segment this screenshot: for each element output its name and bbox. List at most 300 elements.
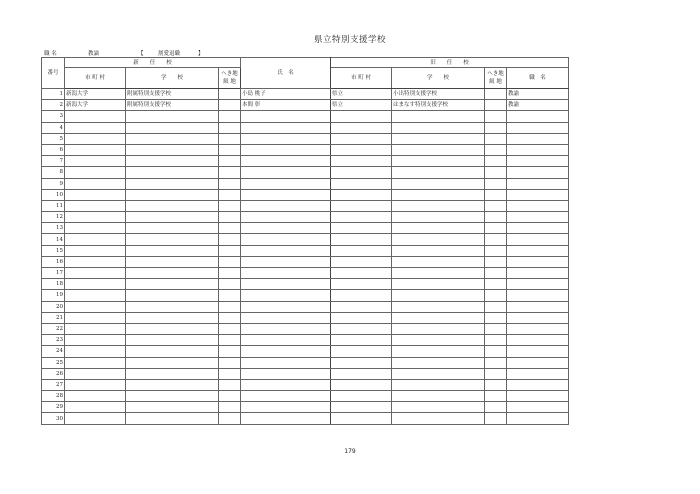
new-city-cell: 新潟大学 xyxy=(65,89,126,100)
new-remote-cell xyxy=(219,223,241,234)
old-school-cell xyxy=(392,122,485,133)
new-city-cell xyxy=(65,111,126,122)
old-city-cell xyxy=(331,167,392,178)
name-cell xyxy=(241,335,331,346)
row-number: 27 xyxy=(42,379,65,390)
page-number: 179 xyxy=(344,448,356,455)
old-school-cell xyxy=(392,144,485,155)
name-cell xyxy=(241,379,331,390)
new-remote-cell xyxy=(219,111,241,122)
table-row xyxy=(42,413,569,424)
new-remote-cell xyxy=(219,413,241,424)
new-city-cell xyxy=(65,402,126,413)
row-number: 24 xyxy=(42,346,65,357)
new-remote-cell xyxy=(219,256,241,267)
table-row xyxy=(42,245,569,256)
name-cell xyxy=(241,200,331,211)
old-city-cell: 県立 xyxy=(331,89,392,100)
name-cell xyxy=(241,178,331,189)
row-number: 18 xyxy=(42,279,65,290)
name-cell xyxy=(241,290,331,301)
new-school-cell xyxy=(126,156,219,167)
row-number: 10 xyxy=(42,189,65,200)
name-cell xyxy=(241,167,331,178)
name-cell xyxy=(241,357,331,368)
old-city-cell xyxy=(331,156,392,167)
old-school-cell xyxy=(392,200,485,211)
position-cell xyxy=(507,402,569,413)
old-remote-cell xyxy=(485,178,507,189)
new-school-cell xyxy=(126,245,219,256)
bracket-open: 【 xyxy=(138,51,144,57)
position-cell xyxy=(507,200,569,211)
position-cell xyxy=(507,323,569,334)
table-row xyxy=(42,379,569,390)
new-school-cell xyxy=(126,111,219,122)
new-remote-cell xyxy=(219,133,241,144)
row-number: 4 xyxy=(42,122,65,133)
table-row xyxy=(42,335,569,346)
new-remote-cell xyxy=(219,379,241,390)
row-number: 28 xyxy=(42,391,65,402)
new-school-cell xyxy=(126,368,219,379)
old-school-cell xyxy=(392,413,485,424)
new-city-cell xyxy=(65,379,126,390)
old-school-cell xyxy=(392,212,485,223)
new-school-cell xyxy=(126,357,219,368)
old-school-cell xyxy=(392,323,485,334)
old-remote-cell xyxy=(485,144,507,155)
position-cell xyxy=(507,279,569,290)
table-row xyxy=(42,189,569,200)
new-remote-cell xyxy=(219,301,241,312)
new-school-cell xyxy=(126,122,219,133)
old-remote-cell xyxy=(485,391,507,402)
table-row xyxy=(42,178,569,189)
old-city-cell xyxy=(331,279,392,290)
table-row xyxy=(42,301,569,312)
table-row xyxy=(42,402,569,413)
remote-label-line1: へき地 xyxy=(487,71,504,77)
name-cell xyxy=(241,223,331,234)
old-city-cell xyxy=(331,133,392,144)
old-city-cell xyxy=(331,368,392,379)
table-row xyxy=(42,279,569,290)
table-row xyxy=(42,346,569,357)
new-school-cell xyxy=(126,301,219,312)
position-cell xyxy=(507,290,569,301)
old-school-cell xyxy=(392,234,485,245)
row-number: 23 xyxy=(42,335,65,346)
old-school-cell xyxy=(392,167,485,178)
old-city-cell xyxy=(331,212,392,223)
name-cell xyxy=(241,189,331,200)
bracket-close: 】 xyxy=(198,51,204,57)
name-cell xyxy=(241,301,331,312)
row-number: 30 xyxy=(42,413,65,424)
old-school-cell xyxy=(392,223,485,234)
page-title: 県立特別支援学校 xyxy=(313,35,386,45)
row-number: 13 xyxy=(42,223,65,234)
position-cell xyxy=(507,312,569,323)
position-cell xyxy=(507,357,569,368)
position-cell: 教諭 xyxy=(507,89,569,100)
header-new-city: 市 町 村 xyxy=(65,68,126,89)
old-remote-cell xyxy=(485,413,507,424)
new-city-cell xyxy=(65,189,126,200)
table-row xyxy=(42,391,569,402)
row-number: 29 xyxy=(42,402,65,413)
old-remote-cell xyxy=(485,323,507,334)
new-remote-cell xyxy=(219,144,241,155)
row-number: 17 xyxy=(42,268,65,279)
new-city-cell xyxy=(65,357,126,368)
position-label: 職 名 xyxy=(44,51,57,57)
old-school-cell xyxy=(392,312,485,323)
old-school-cell xyxy=(392,156,485,167)
row-number: 1 xyxy=(42,89,65,100)
old-remote-cell xyxy=(485,357,507,368)
old-school-cell: はまなす特別支援学校 xyxy=(392,100,485,111)
table-row xyxy=(42,290,569,301)
name-cell xyxy=(241,111,331,122)
position-cell xyxy=(507,413,569,424)
new-school-cell xyxy=(126,279,219,290)
new-city-cell xyxy=(65,200,126,211)
old-remote-cell xyxy=(485,268,507,279)
new-remote-cell xyxy=(219,245,241,256)
position-cell xyxy=(507,346,569,357)
new-school-cell xyxy=(126,402,219,413)
old-school-cell xyxy=(392,245,485,256)
name-cell xyxy=(241,268,331,279)
old-city-cell xyxy=(331,200,392,211)
old-school-cell xyxy=(392,178,485,189)
old-school-cell xyxy=(392,346,485,357)
table-row xyxy=(42,268,569,279)
old-remote-cell xyxy=(485,223,507,234)
new-city-cell: 新潟大学 xyxy=(65,100,126,111)
name-cell xyxy=(241,312,331,323)
table-row xyxy=(42,111,569,122)
new-city-cell xyxy=(65,268,126,279)
old-remote-cell xyxy=(485,290,507,301)
header-old-remote xyxy=(485,68,507,89)
name-cell xyxy=(241,133,331,144)
position-cell xyxy=(507,268,569,279)
new-remote-cell xyxy=(219,167,241,178)
new-school-cell: 附属特別支援学校 xyxy=(126,100,219,111)
old-school-cell: 小出特別支援学校 xyxy=(392,89,485,100)
roster-body xyxy=(42,89,569,425)
new-remote-cell xyxy=(219,100,241,111)
new-school-cell xyxy=(126,212,219,223)
old-city-cell xyxy=(331,144,392,155)
new-remote-cell xyxy=(219,335,241,346)
header-new-remote xyxy=(219,68,241,89)
header-name: 氏 名 xyxy=(241,58,331,89)
new-remote-cell xyxy=(219,268,241,279)
new-city-cell xyxy=(65,346,126,357)
new-school-cell xyxy=(126,223,219,234)
new-school-cell xyxy=(126,200,219,211)
row-number: 2 xyxy=(42,100,65,111)
position-value: 教論 xyxy=(88,51,100,57)
row-number: 14 xyxy=(42,234,65,245)
new-school-cell xyxy=(126,133,219,144)
header-new-school-group: 新 任 校 xyxy=(65,58,241,68)
table-row xyxy=(42,312,569,323)
position-cell xyxy=(507,212,569,223)
table-row xyxy=(42,357,569,368)
new-city-cell xyxy=(65,223,126,234)
name-cell xyxy=(241,413,331,424)
new-remote-cell xyxy=(219,89,241,100)
new-city-cell xyxy=(65,245,126,256)
new-city-cell xyxy=(65,167,126,178)
old-school-cell xyxy=(392,279,485,290)
new-school-cell xyxy=(126,178,219,189)
old-school-cell xyxy=(392,189,485,200)
table-row xyxy=(42,89,569,100)
old-city-cell xyxy=(331,357,392,368)
position-cell xyxy=(507,156,569,167)
position-cell xyxy=(507,122,569,133)
new-remote-cell xyxy=(219,323,241,334)
new-remote-cell xyxy=(219,234,241,245)
name-cell xyxy=(241,122,331,133)
old-school-cell xyxy=(392,357,485,368)
old-city-cell: 県立 xyxy=(331,100,392,111)
old-school-cell xyxy=(392,256,485,267)
old-school-cell xyxy=(392,368,485,379)
row-number: 20 xyxy=(42,301,65,312)
position-cell xyxy=(507,189,569,200)
position-cell xyxy=(507,301,569,312)
new-city-cell xyxy=(65,290,126,301)
old-city-cell xyxy=(331,402,392,413)
position-cell xyxy=(507,144,569,155)
new-city-cell xyxy=(65,256,126,267)
old-remote-cell xyxy=(485,212,507,223)
old-school-cell xyxy=(392,111,485,122)
position-cell: 教諭 xyxy=(507,100,569,111)
new-city-cell xyxy=(65,301,126,312)
old-remote-cell xyxy=(485,402,507,413)
name-cell xyxy=(241,212,331,223)
new-city-cell xyxy=(65,413,126,424)
old-city-cell xyxy=(331,379,392,390)
new-remote-cell xyxy=(219,391,241,402)
table-row xyxy=(42,323,569,334)
old-remote-cell xyxy=(485,156,507,167)
table-row xyxy=(42,122,569,133)
new-city-cell xyxy=(65,122,126,133)
name-cell xyxy=(241,391,331,402)
row-number: 22 xyxy=(42,323,65,334)
old-school-cell xyxy=(392,133,485,144)
row-number: 12 xyxy=(42,212,65,223)
position-cell xyxy=(507,133,569,144)
old-city-cell xyxy=(331,335,392,346)
row-number: 11 xyxy=(42,200,65,211)
new-school-cell: 附属特別支援学校 xyxy=(126,89,219,100)
old-city-cell xyxy=(331,111,392,122)
position-cell xyxy=(507,256,569,267)
new-remote-cell xyxy=(219,200,241,211)
table-row xyxy=(42,256,569,267)
table-row xyxy=(42,223,569,234)
position-cell xyxy=(507,368,569,379)
old-remote-cell xyxy=(485,368,507,379)
row-number: 25 xyxy=(42,357,65,368)
position-cell xyxy=(507,245,569,256)
name-cell xyxy=(241,402,331,413)
old-remote-cell xyxy=(485,346,507,357)
new-school-cell xyxy=(126,256,219,267)
new-remote-cell xyxy=(219,122,241,133)
transfer-roster-table xyxy=(41,57,569,425)
new-remote-cell xyxy=(219,290,241,301)
remote-label-line2: 級 地 xyxy=(223,79,236,85)
row-number: 15 xyxy=(42,245,65,256)
row-number: 7 xyxy=(42,156,65,167)
table-row xyxy=(42,144,569,155)
old-remote-cell xyxy=(485,111,507,122)
old-school-cell xyxy=(392,301,485,312)
old-remote-cell xyxy=(485,89,507,100)
old-school-cell xyxy=(392,379,485,390)
new-school-cell xyxy=(126,335,219,346)
old-remote-cell xyxy=(485,256,507,267)
new-city-cell xyxy=(65,144,126,155)
name-cell xyxy=(241,256,331,267)
old-city-cell xyxy=(331,290,392,301)
name-cell xyxy=(241,323,331,334)
new-school-cell xyxy=(126,413,219,424)
old-remote-cell xyxy=(485,189,507,200)
old-city-cell xyxy=(331,178,392,189)
new-remote-cell xyxy=(219,312,241,323)
old-city-cell xyxy=(331,346,392,357)
row-number: 8 xyxy=(42,167,65,178)
header-old-school-group: 旧 任 校 xyxy=(331,58,569,68)
old-remote-cell xyxy=(485,122,507,133)
new-school-cell xyxy=(126,144,219,155)
new-city-cell xyxy=(65,178,126,189)
new-city-cell xyxy=(65,312,126,323)
old-city-cell xyxy=(331,301,392,312)
old-school-cell xyxy=(392,335,485,346)
table-row xyxy=(42,212,569,223)
new-school-cell xyxy=(126,323,219,334)
old-city-cell xyxy=(331,323,392,334)
new-remote-cell xyxy=(219,357,241,368)
remote-label-line1: へき地 xyxy=(221,71,238,77)
old-city-cell xyxy=(331,223,392,234)
old-city-cell xyxy=(331,256,392,267)
old-city-cell xyxy=(331,245,392,256)
row-number: 21 xyxy=(42,312,65,323)
table-row xyxy=(42,156,569,167)
name-cell xyxy=(241,144,331,155)
old-city-cell xyxy=(331,189,392,200)
new-remote-cell xyxy=(219,189,241,200)
old-remote-cell xyxy=(485,312,507,323)
old-remote-cell xyxy=(485,133,507,144)
new-city-cell xyxy=(65,234,126,245)
new-remote-cell xyxy=(219,279,241,290)
position-cell xyxy=(507,178,569,189)
row-number: 9 xyxy=(42,178,65,189)
new-city-cell xyxy=(65,335,126,346)
new-school-cell xyxy=(126,290,219,301)
table-row xyxy=(42,368,569,379)
old-remote-cell xyxy=(485,200,507,211)
old-city-cell xyxy=(331,122,392,133)
new-school-cell xyxy=(126,189,219,200)
new-city-cell xyxy=(65,323,126,334)
old-school-cell xyxy=(392,290,485,301)
header-new-school: 学 校 xyxy=(126,68,219,89)
row-number: 19 xyxy=(42,290,65,301)
header-old-city: 市 町 村 xyxy=(331,68,392,89)
remote-label-line2: 級 地 xyxy=(489,79,502,85)
name-cell xyxy=(241,279,331,290)
table-row xyxy=(42,167,569,178)
new-school-cell xyxy=(126,234,219,245)
row-number: 5 xyxy=(42,133,65,144)
new-city-cell xyxy=(65,212,126,223)
table-row xyxy=(42,200,569,211)
row-number: 3 xyxy=(42,111,65,122)
name-cell: 小島 桃子 xyxy=(241,89,331,100)
new-school-cell xyxy=(126,167,219,178)
position-cell xyxy=(507,379,569,390)
old-city-cell xyxy=(331,268,392,279)
old-remote-cell xyxy=(485,301,507,312)
new-school-cell xyxy=(126,379,219,390)
old-city-cell xyxy=(331,391,392,402)
new-school-cell xyxy=(126,346,219,357)
new-city-cell xyxy=(65,156,126,167)
old-remote-cell xyxy=(485,379,507,390)
name-cell xyxy=(241,245,331,256)
new-school-cell xyxy=(126,268,219,279)
old-city-cell xyxy=(331,312,392,323)
position-cell xyxy=(507,223,569,234)
name-cell: 本間 彰 xyxy=(241,100,331,111)
header-number: 番号 xyxy=(42,58,65,89)
old-school-cell xyxy=(392,391,485,402)
row-number: 6 xyxy=(42,144,65,155)
old-remote-cell xyxy=(485,234,507,245)
table-row xyxy=(42,133,569,144)
new-remote-cell xyxy=(219,212,241,223)
new-city-cell xyxy=(65,133,126,144)
name-cell xyxy=(241,346,331,357)
new-school-cell xyxy=(126,312,219,323)
retirement-type: 割愛退職 xyxy=(158,51,181,57)
row-number: 26 xyxy=(42,368,65,379)
name-cell xyxy=(241,368,331,379)
new-city-cell xyxy=(65,279,126,290)
old-school-cell xyxy=(392,402,485,413)
position-cell xyxy=(507,335,569,346)
new-school-cell xyxy=(126,391,219,402)
header-position: 職 名 xyxy=(507,68,569,89)
row-number: 16 xyxy=(42,256,65,267)
